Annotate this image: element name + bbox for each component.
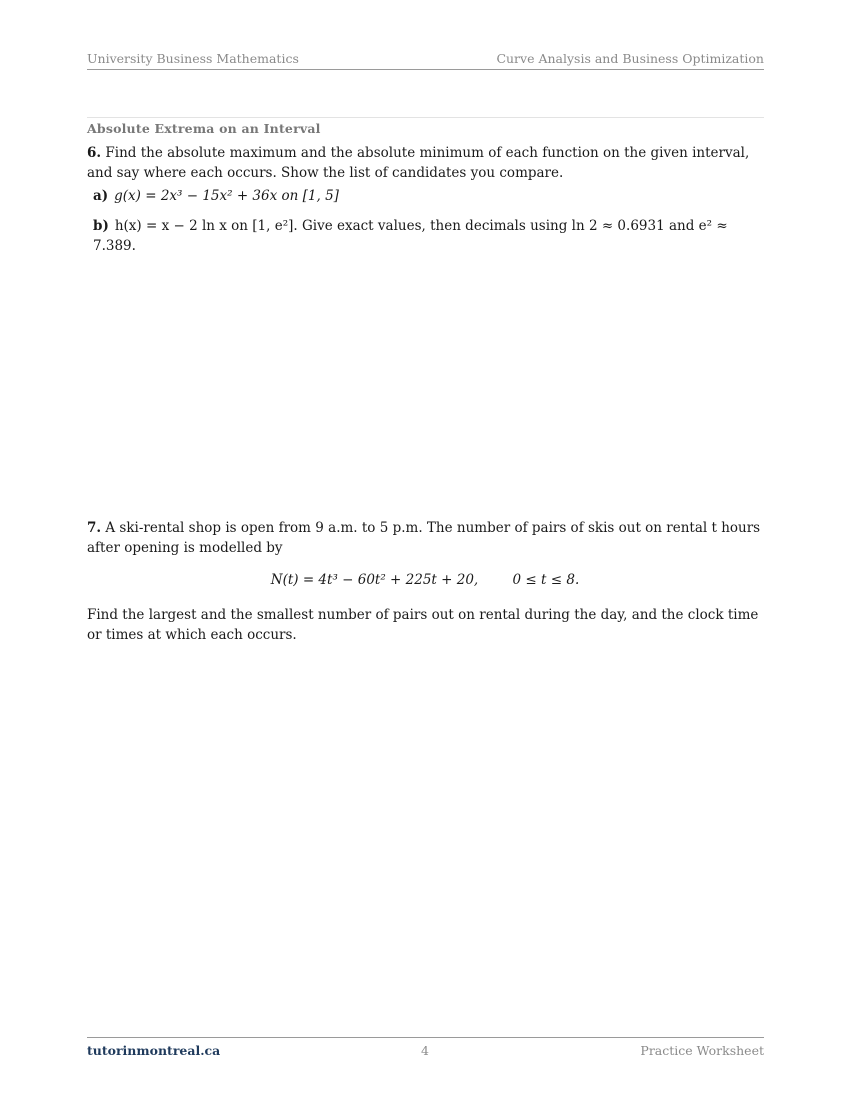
problem-7	[87, 518, 764, 558]
header-course-title: University Business Mathematics	[87, 51, 299, 66]
header-chapter-title: Curve Analysis and Business Optimization	[496, 51, 764, 66]
part-b-label: b)	[93, 218, 109, 234]
problem-6-part-a	[93, 186, 764, 206]
footer-worksheet-label: Practice Worksheet	[640, 1043, 764, 1058]
problem-7-followup: Find the largest and the smallest number of pairs out on rental during the day, and the clock time or times at which each occurs.	[87, 607, 759, 643]
problem-7-formula: N(t) = 4t³ − 60t² + 225t + 20, 0 ≤ t ≤ 8.	[270, 572, 580, 588]
footer-site: tutorinmontreal.ca	[87, 1043, 221, 1058]
section-divider	[87, 117, 764, 118]
part-b-text: h(x) = x − 2 ln x on [1, e²]. Give exact values, then decimals using ln 2 ≈ 0.6931 and e² ≈ 7.389.	[93, 218, 728, 254]
page-header	[87, 51, 764, 70]
footer-page-number: 4	[421, 1043, 429, 1058]
problem-6-number: 6.	[87, 145, 102, 161]
problem-6-part-b	[93, 216, 764, 256]
problem-7-number: 7.	[87, 520, 102, 536]
problem-7-text: A ski-rental shop is open from 9 a.m. to 5 p.m. The number of pairs of skis out on rental t hours after opening is modelled by	[87, 520, 761, 556]
part-a-text: g(x) = 2x³ − 15x² + 36x on [1, 5]	[114, 188, 339, 204]
footer-divider	[87, 1037, 764, 1038]
section-title: Absolute Extrema on an Interval	[87, 121, 321, 136]
problem-6	[87, 143, 764, 183]
part-a-label: a)	[93, 188, 109, 204]
problem-6-text: Find the absolute maximum and the absolute minimum of each function on the given interval, and say where each occurs. Show the list of candidates you compare.	[87, 145, 750, 181]
